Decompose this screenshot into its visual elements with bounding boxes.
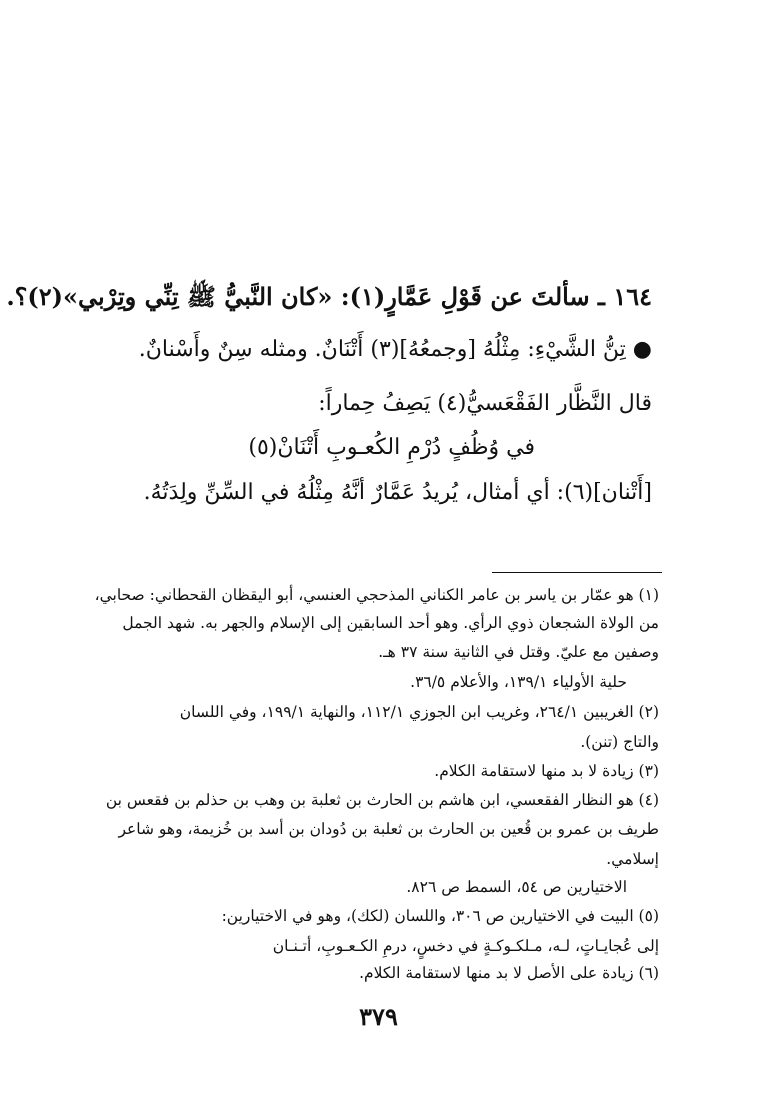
footnote-4-line-3: إسلامي. [606, 850, 659, 868]
definition-line: ● تِنُّ الشَّيْءِ: مِثْلُهُ [وجمعُهُ](٣) أَتْنَانٌ. ومثله سِنٌ وأَسْنانٌ. [138, 337, 652, 362]
footnote-4-line-2: طريف بن عمرو بن قُعين بن الحارث بن ثعلبة بن دُودان بن أسد بن خُزيمة، وهو شاعر [118, 820, 659, 838]
footnote-1-line-2: من الولاة الشجعان ذوي الرأي. وهو أحد السابقين إلى الإسلام والجهر به. شهد الجمل [122, 614, 659, 632]
footnote-1-line-3: وصفين مع عليّ. وقتل في الثانية سنة ٣٧ هـ. [378, 643, 659, 661]
footnote-5-line-2: إلى عُجايـاتٍ، لـه، مـلكـوكـةٍ في دخسٍ، درمِ الكـعـوبِ، أتـنـان [272, 937, 659, 955]
footnote-divider [492, 572, 662, 573]
explanation-line: [أَتْنان](٦): أي أمثال، يُريدُ عَمَّارٌ أنَّهُ مِثْلُهُ في السِّنِّ ولِدَتُهُ. [143, 480, 652, 505]
footnote-1-line-4: حلية الأولياء ١٣٩/١، والأعلام ٣٦/٥. [410, 673, 627, 691]
footnote-4-line-4: الاختيارين ص ٥٤، السمط ص ٨٢٦. [406, 878, 627, 896]
footnote-2-line-1: (٢) الغريبين ٢٦٤/١، وغريب ابن الجوزي ١١٢/١، والنهاية ١٩٩/١، وفي اللسان [179, 703, 659, 721]
footnote-1-line-1: (١) هو عمّار بن ياسر بن عامر الكناني المذحجي العنسي، أبو اليقظان القحطاني: صحابي، [94, 586, 659, 604]
page-number: ٣٧٩ [359, 1002, 398, 1031]
footnote-4-line-1: (٤) هو النظار الفقعسي، ابن هاشم بن الحارث بن ثعلبة بن وهب بن حذلم بن فقعس بن [105, 791, 659, 809]
entry-heading: ١٦٤ ـ سألتَ عن قَوْلِ عَمَّارٍ(١): «كان النَّبيُّ ﷺ تِنِّي وتِرْبي»(٢)؟. [6, 282, 652, 311]
poetry-verse: في وُظُفٍ دُرْمِ الكُعـوبِ أَتْنَانْ(٥) [248, 435, 535, 460]
footnote-6: (٦) زيادة على الأصل لا بد منها لاستقامة الكلام. [359, 964, 659, 982]
footnote-2-line-2: والتاج (تنن). [580, 733, 659, 751]
quote-intro-line: قال النَّظَّار الفَقْعَسيُّ(٤) يَصِفُ حِماراً: [318, 391, 652, 416]
footnote-3: (٣) زيادة لا بد منها لاستقامة الكلام. [434, 762, 659, 780]
footnote-5-line-1: (٥) البيت في الاختيارين ص ٣٠٦، واللسان (لكك)، وهو في الاختيارين: [221, 907, 659, 925]
